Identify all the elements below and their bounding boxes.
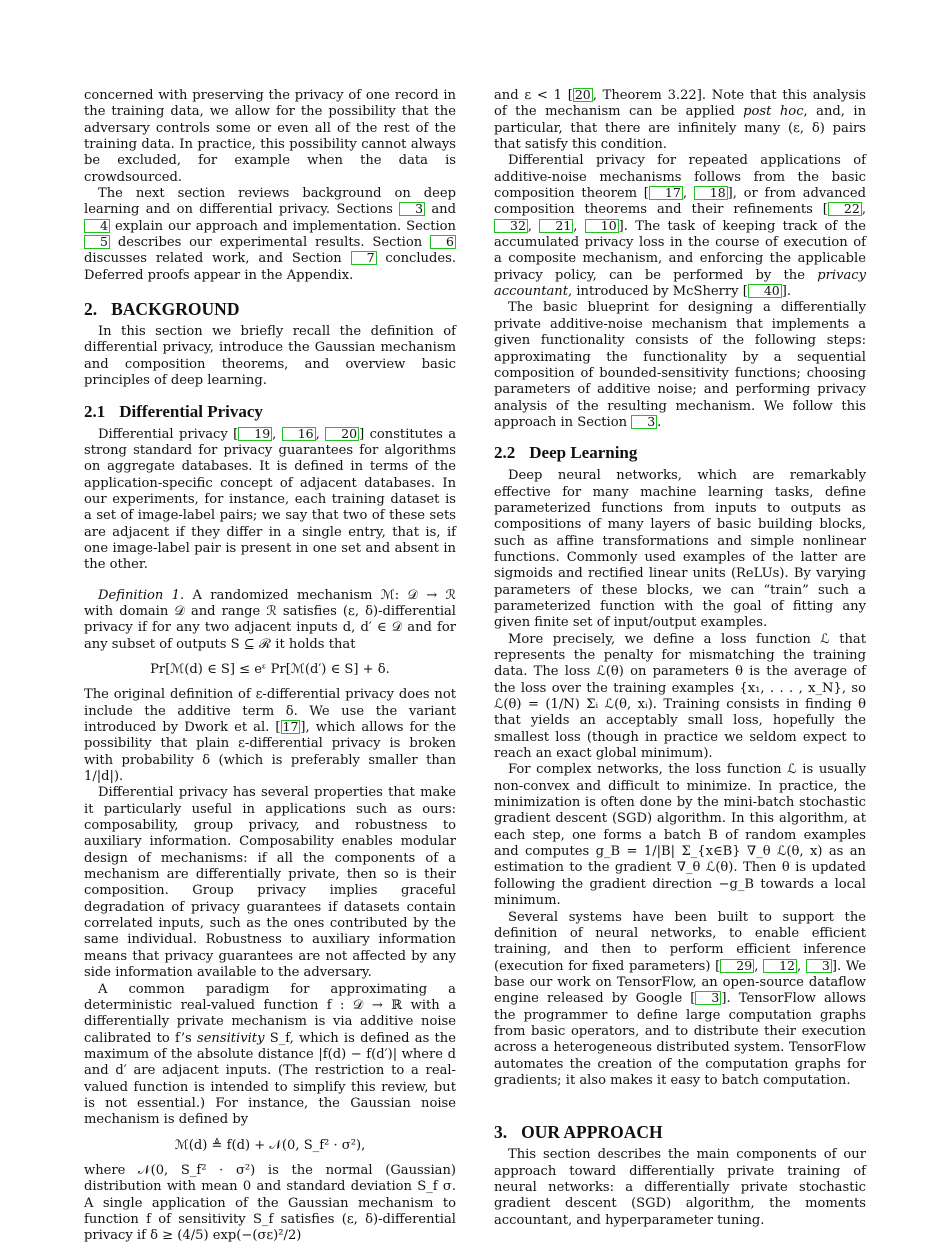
text: The original definition of ε-differential privacy does not include the additive term δ. We use the variant introduced by Dwork et al. [ (84, 687, 456, 735)
text: . (657, 414, 662, 430)
subsection-number: 2.2 (494, 443, 516, 463)
left-column (84, 88, 456, 1245)
ref-section-6[interactable]: 6 (430, 235, 456, 249)
section-number: 3. (494, 1122, 508, 1143)
ref-citation[interactable]: 19 (238, 427, 272, 441)
text: , Theorem 3.22]. Note that this analysis of the mechanism can be applied (494, 88, 866, 120)
text: ], which allows for the possibility that plain ε-differential privacy is broken with probability δ (which is preferably smaller than 1/|d|). (84, 720, 456, 785)
emphasis-text: sensitivity (196, 1030, 265, 1046)
text: , (797, 958, 806, 974)
text: , and, in particular, that there are infinitely many (ε, δ) pairs that satisfy this condition. (494, 104, 867, 153)
text: and ε < 1 [ (494, 88, 573, 103)
text: A common paradigm for approximating a deterministic real-valued function f : 𝒟 → ℝ with a differentially private mechanism is via additive noise calibrated to f’s (84, 981, 456, 1046)
ref-citation[interactable]: 3 (695, 991, 721, 1005)
ref-citation[interactable]: 32 (494, 219, 528, 233)
text: , (272, 426, 282, 442)
emphasis-text: privacy accountant (494, 267, 866, 300)
section-number: 2. (84, 299, 98, 320)
ref-section-5[interactable]: 5 (84, 235, 110, 249)
text: ], or from advanced composition theorems and their refinements [ (494, 186, 866, 218)
subsection-title: Differential Privacy (119, 401, 263, 421)
text: The next section reviews background on deep learning and on differential privacy. Sections (84, 186, 456, 218)
paragraph-composition (494, 153, 866, 300)
text: explain our approach and implementation. Section (109, 218, 456, 234)
paragraph-systems (494, 910, 866, 1090)
paragraph-paradigm (84, 982, 456, 1129)
section-title: OUR APPROACH (521, 1122, 663, 1143)
definition-text: A randomized mechanism ℳ: 𝒟 → ℛ with domain 𝒟 and range ℛ satisfies (ε, δ)-differential privacy if for any two adjacent inputs d, d′ ∈ 𝒟 and for any subset of outputs S ⊆ ℛ it holds that (84, 587, 456, 652)
section-heading-background (84, 299, 456, 319)
definition-label: Definition 1. (98, 587, 185, 603)
paragraph-continuation (494, 88, 866, 153)
subsection-heading-dp (84, 402, 456, 422)
section-title: BACKGROUND (111, 299, 240, 320)
definition-1 (84, 588, 456, 653)
text: Differential privacy for repeated applications of additive-noise mechanisms follows from the basic composition theorem [ (494, 153, 866, 202)
ref-citation[interactable]: 16 (282, 427, 316, 441)
text: ]. The task of keeping track of the accumulated privacy loss in the course of execution of a composite mechanism, and enforcing the applicable privacy policy, can be performed by the (494, 218, 866, 283)
paragraph-dp-definition (84, 427, 456, 574)
text: ]. TensorFlow allows the programmer to define large computation graphs from basic operators, and to distribute their execution across a heterogeneous distributed system. TensorFlow automates the creation of the computation graphs for gradients; it also makes it easy to batch computation. (494, 991, 866, 1088)
equation-dp: Pr[ℳ(d) ∈ S] ≤ eᵋ Pr[ℳ(d′) ∈ S] + δ. (150, 661, 390, 677)
ref-citation[interactable]: 3 (806, 959, 832, 973)
text: Several systems have been built to support the definition of neural networks, to enable efficient training, and then to perform efficient inference (execution for fixed parameters) [ (494, 909, 866, 974)
ref-citation[interactable]: 21 (539, 219, 573, 233)
text: , (573, 218, 585, 234)
text: , (527, 218, 540, 234)
ref-citation[interactable]: 18 (694, 186, 728, 200)
text: ] constitutes a strong standard for privacy guarantees for algorithms on aggregate databases. It is defined in terms of the application-specific concept of adjacent databases. In our experiments, for instance, each training dataset is a set of image-label pairs; we say that two of these sets are adjacent if they differ in a single entry, that is, if one image-label pair is present in one set and absent in the other. (84, 426, 456, 573)
paragraph-next-section (84, 186, 456, 284)
right-column (494, 88, 866, 1229)
section-heading-our-approach (494, 1122, 866, 1142)
ref-section-3[interactable]: 3 (631, 415, 657, 429)
text: , (754, 958, 764, 974)
text: concludes. Deferred proofs appear in the Appendix. (84, 251, 456, 283)
ref-citation[interactable]: 20 (574, 87, 591, 102)
text: describes our experimental results. Section (109, 235, 431, 251)
paragraph-intro: concerned with preserving the privacy of one record in the training data, we allow for the possibility that the adversary controls some or even all of the rest of the training data. In practice, this possibility cannot always be excluded, for example when the data is crowdsourced. (84, 88, 456, 185)
ref-citation[interactable]: 20 (325, 427, 359, 441)
subsection-number: 2.1 (84, 401, 106, 421)
ref-citation[interactable]: 29 (720, 959, 754, 973)
text: ]. (781, 284, 791, 300)
paragraph-sgd: For complex networks, the loss function ℒ is usually non-convex and difficult to minimize. In practice, the minimization is often done by the mini-batch stochastic gradient descent (SGD) algorithm. In this algorithm, at each step, one forms a batch B of random examples and computes g_B = 1/|B| Σ_{x∈B} ∇_θ ℒ(θ, x) as an estimation to the gradient ∇_θ ℒ(θ). Then θ is updated following the gradient direction −g_B towards a local minimum. (494, 762, 866, 909)
subsection-title: Deep Learning (529, 443, 638, 463)
ref-section-3[interactable]: 3 (399, 202, 425, 216)
paragraph-original-definition (84, 687, 456, 785)
text: , introduced by McSherry [ (568, 284, 748, 300)
text: S_f, which is defined as the maximum of the absolute distance |f(d) − f(d′)| where d and d′ are adjacent inputs. (The restriction to a real-valued function is intended to simplify this review, but is not essential.) For instance, the Gaussian noise mechanism is defined by (84, 1030, 456, 1128)
text: , (315, 426, 326, 442)
text: discusses related work, and Section (84, 251, 351, 267)
text: , (861, 202, 866, 218)
paragraph-properties: Differential privacy has several properties that make it particularly useful in applications such as ours: composability, group privacy, and robustness to auxiliary information. Composability enables modular design of mechanisms: if all the components of a mechanism are differentially private, then so is their composition. Group privacy implies graceful degradation of privacy guarantees if datasets contain correlated inputs, such as the ones contributed by the same individual. Robustness to auxiliary information means that privacy guarantees are not affected by any side information available to the adversary. (84, 785, 456, 981)
ref-citation[interactable]: 10 (585, 219, 619, 233)
text: , (682, 186, 694, 202)
ref-citation[interactable]: 40 (748, 284, 782, 298)
paragraph-dnn: Deep neural networks, which are remarkably effective for many machine learning tasks, define parameterized functions from inputs to outputs as compositions of many layers of basic building blocks, such as affine transformations and simple nonlinear functions. Commonly used examples of the latter are sigmoids and rectified linear units (ReLUs). By varying parameters of these blocks, we can “train” such a parameterized function with the goal of fitting any given finite set of input/output examples. (494, 468, 866, 631)
paragraph-loss: More precisely, we define a loss function ℒ that represents the penalty for mismatching the training data. The loss ℒ(θ) on parameters θ is the average of the loss over the training examples {x₁, . . . , x_N}, so ℒ(θ) = (1/N) Σᵢ ℒ(θ, xᵢ). Training consists in finding θ that yields an acceptably small loss, hopefully the smallest loss (though in practice we seldom expect to reach an exact global minimum). (494, 631, 866, 762)
spacer (494, 1089, 866, 1107)
paragraph-background: In this section we briefly recall the definition of differential privacy, introduce the Gaussian mechanism and composition theorems, and overview basic principles of deep learning. (84, 324, 456, 389)
text: ]. We base our work on TensorFlow, an open-source dataflow engine released by Google [ (494, 958, 866, 1007)
subsection-heading-deep-learning (494, 443, 866, 463)
ref-citation[interactable]: 17 (282, 719, 299, 734)
paragraph-blueprint (494, 300, 866, 431)
text: and (425, 202, 456, 218)
equation-gaussian: ℳ(d) ≜ f(d) + 𝒩(0, S_f² · σ²), (174, 1137, 366, 1153)
paragraph-approach: This section describes the main components of our approach toward differentially private training of neural networks: a differentially private stochastic gradient descent (SGD) algorithm, the moments accountant, and hyperparameter tuning. (494, 1147, 866, 1228)
ref-citation[interactable]: 17 (649, 186, 683, 200)
ref-section-7[interactable]: 7 (351, 251, 377, 265)
ref-citation[interactable]: 12 (763, 959, 797, 973)
text: Differential privacy [ (98, 426, 239, 442)
ref-citation[interactable]: 22 (828, 202, 862, 216)
paragraph-where: where 𝒩(0, S_f² · σ²) is the normal (Gaussian) distribution with mean 0 and standard deviation S_f σ. A single application of the Gaussian mechanism to function f of sensitivity S_f satisfies (ε, δ)-differential privacy if δ ≥ (4/5) exp(−(σε)²/2) (84, 1162, 456, 1244)
ref-section-4[interactable]: 4 (84, 219, 110, 233)
text: The basic blueprint for designing a differentially private additive-noise mechanism that implements a given functionality consists of the following steps: approximating the functionality by a sequential composition of bounded-sensitivity functions; choosing parameters of additive noise; and performing privacy analysis of the resulting mechanism. We follow this approach in Section (494, 300, 866, 430)
emphasis-text: post hoc (743, 104, 804, 120)
